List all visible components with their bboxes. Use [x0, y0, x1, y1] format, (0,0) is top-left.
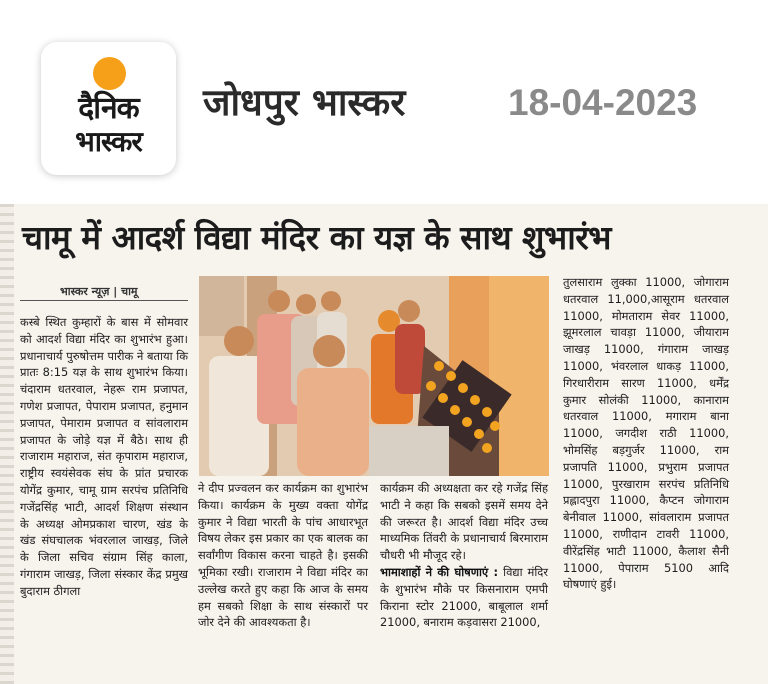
- sun-icon: [93, 57, 126, 90]
- event-photo: [199, 276, 549, 476]
- article-column-2: [198, 480, 368, 631]
- byline-rule: [20, 300, 188, 301]
- article-column-1: [20, 314, 188, 600]
- column-3-donations-text: विद्या मंदिर के शुभारंभ मौके पर किसनाराम एमपी किराना स्टोर 21000, बाबूलाल शर्मा 21000, बनाराम कड़वासरा 21000,: [380, 564, 549, 630]
- headline: चामू में आदर्श विद्या मंदिर का यज्ञ के साथ शुभारंभ: [22, 218, 611, 257]
- logo-text-dainik: दैनिक: [78, 91, 139, 126]
- news-clipping: [0, 204, 768, 684]
- ceremony-photo-illustration: [199, 276, 549, 476]
- dainik-bhaskar-logo: [41, 42, 176, 175]
- column-4-text: तुलसाराम लुक्का 11000, जोगाराम धतरवाल 11,000,आसूराम धतरवाल 11000, मोमताराम सेवर 11000, झूमरलाल चावड़ा 11000, जीयाराम जाखड़ 11000, गंगाराम जाखड़ 11000, भंवरलाल धाकड़ 11000, गिरधारीराम सारण 11000, धर्मेंद्र कुमार सोलंकी 11000, कानाराम धतरवाल 11000, मगाराम बाना 11000, जगदीश राठी 11000, भोमसिंह बड़गुर्जर 11000, राम प्रजापति 11000, प्रभुराम प्रजापत 11000, पुरखाराम सरपंच प्रतिनिधि प्रह्लादपुरा 11000, कैप्टन जोगाराम बेनीवाल 11000, सांवलाराम प्रजापत 11000, राणीदान टावरी 11000, वीरेंद्रसिंह भाटी 11000, कैलाश सैनी 11000, पेपाराम 5100 आदि घोषणाएं हुई।: [563, 275, 729, 592]
- column-1-text: कस्बे स्थित कुम्हारों के बास में सोमवार को आदर्श विद्या मंदिर का शुभारंभ हुआ। प्रधानाचार्य पुरुषोत्तम पारीक ने बताया कि प्रातः 8:15 यज्ञ के साथ शुभारंभ किया। चंदाराम धतरवाल, नेहरू राम प्रजापत, गणेश प्रजापत, पेपाराम प्रजापत, हनुमान प्रजापत, पेमाराम प्रजापत व सांवलाराम प्रजापत के जोड़े यज्ञ में बैठे। साथ ही राजाराम महाराज, संत कृपाराम महाराज, राष्ट्रीय स्वयंसेवक संघ के प्रांत प्रचारक योगेंद्र कुमार, चामू ग्राम सरपंच प्रतिनिधि गजेंद्रसिंह भाटी, आदर्श शिक्षण संस्थान के अध्यक्ष ओमप्रकाश चारण, खंड के खंड संघचालक भंवरलाल जाखड़, जिले के जिला सचिव संग्राम सिंह काला, गंगाराम जाखड़, जिला संस्कार केंद्र प्रमुख बुदाराम ठीगला: [20, 315, 188, 598]
- torn-edge: [0, 204, 14, 684]
- column-3-text: कार्यक्रम की अध्यक्षता कर रहे गजेंद्र सिंह भाटी ने कहा कि सबको इसमें समय देने की जरूरत है। आदर्श विद्या मंदिर उच्च माध्यमिक तिंवरी के प्रधानाचार्य बिरमाराम चौधरी भी मौजूद रहे।: [380, 481, 548, 563]
- article-column-3: [380, 480, 548, 631]
- logo-text-bhaskar: भास्कर: [75, 125, 142, 158]
- column-2-text: ने दीप प्रज्वलन कर कार्यक्रम का शुभारंभ किया। कार्यक्रम के मुख्य वक्ता योगेंद्र कुमार ने विद्या भारती के पांच आधारभूत विषय लेकर इस प्रकार का एक बालक का सर्वांगीण विकास करना चाहते है। इसकी भूमिका रखी। राजाराम ने विद्या मंदिर का उल्लेख करते हुए कहा कि आज के समय हम सबको शिक्षा के साथ संस्कारों पर जोर देने की आवश्यकता है।: [198, 481, 368, 630]
- byline: भास्कर न्यूज़ | चामू: [60, 285, 138, 298]
- edition-name: जोधपुर भास्कर: [203, 81, 406, 124]
- edition-date: 18-04-2023: [508, 82, 698, 123]
- article-column-4: [563, 274, 729, 593]
- donations-subhead: भामाशाहों ने की घोषणाएं :: [380, 564, 499, 579]
